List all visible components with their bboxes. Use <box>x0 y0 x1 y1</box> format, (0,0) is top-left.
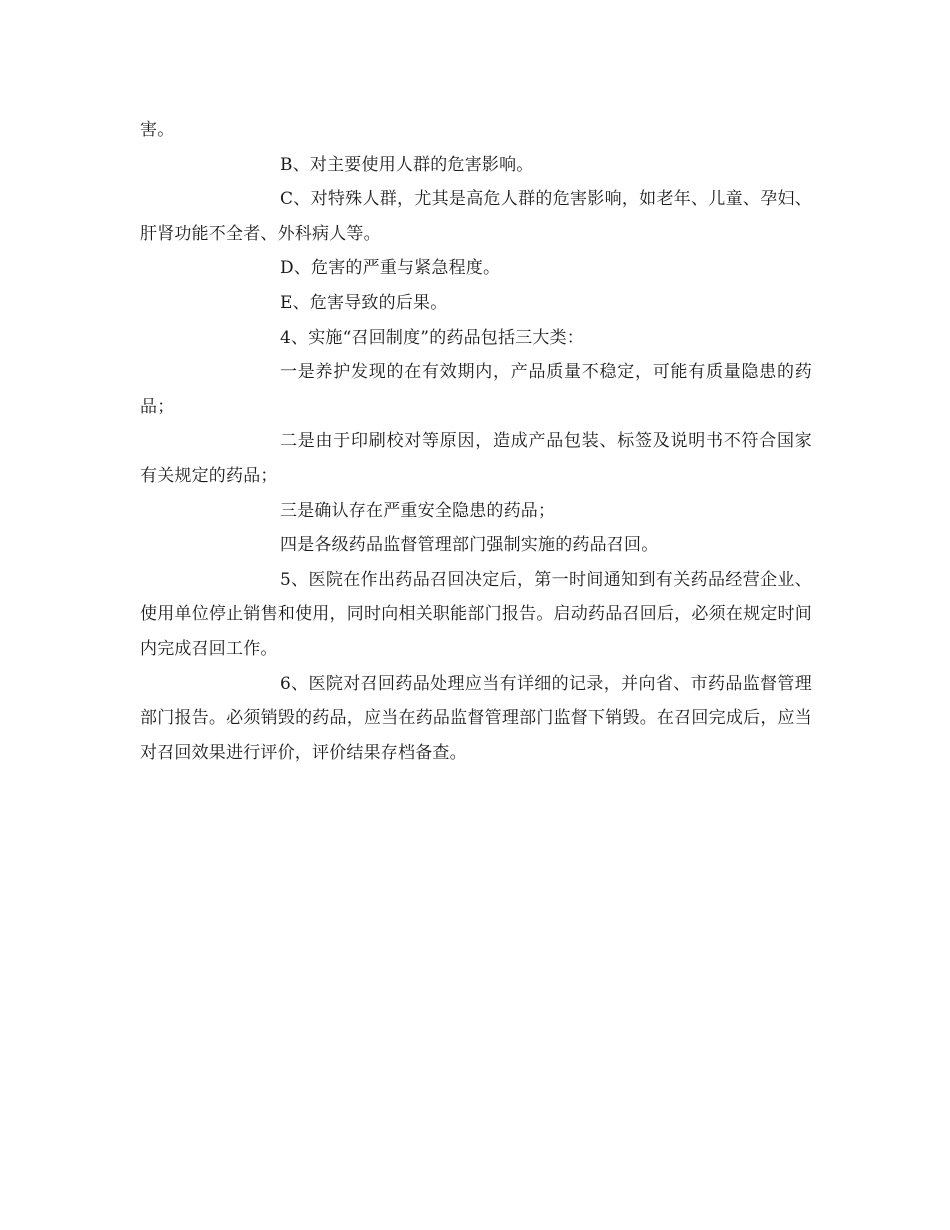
paragraph-item-e: E、危害导致的后果。 <box>280 292 448 313</box>
paragraph-section-5: 5、医院在作出药品召回决定后，第一时间通知到有关药品经营企业、使用单位停止销售和使用，同时向相关职能部门报告。启动药品召回后，必须在规定时间内完成召回工作。 <box>140 569 812 659</box>
paragraph-continuation: 害。 <box>140 120 175 140</box>
document-body <box>140 113 812 770</box>
paragraph-item-b: B、对主要使用人群的危害影响。 <box>280 154 534 175</box>
paragraph-category-3: 三是确认存在严重安全隐患的药品； <box>280 500 556 521</box>
paragraph-category-1: 一是养护发现的在有效期内，产品质量不稳定，可能有质量隐患的药品； <box>140 362 812 417</box>
paragraph-item-d: D、危害的严重与紧急程度。 <box>280 258 501 279</box>
paragraph-section-6: 6、医院对召回药品处理应当有详细的记录，并向省、市药品监督管理部门报告。必须销毁的药品，应当在药品监督管理部门监督下销毁。在召回完成后，应当对召回效果进行评价，评价结果存档备查。 <box>140 673 812 763</box>
paragraph-category-4: 四是各级药品监督管理部门强制实施的药品召回。 <box>280 535 659 556</box>
paragraph-item-c: C、对特殊人群，尤其是高危人群的危害影响，如老年、儿童、孕妇、肝肾功能不全者、外科病人等。 <box>140 189 812 244</box>
paragraph-section-4: 4、实施“召回制度”的药品包括三大类： <box>280 327 584 348</box>
paragraph-category-2: 二是由于印刷校对等原因，造成产品包装、标签及说明书不符合国家有关规定的药品； <box>140 431 812 486</box>
